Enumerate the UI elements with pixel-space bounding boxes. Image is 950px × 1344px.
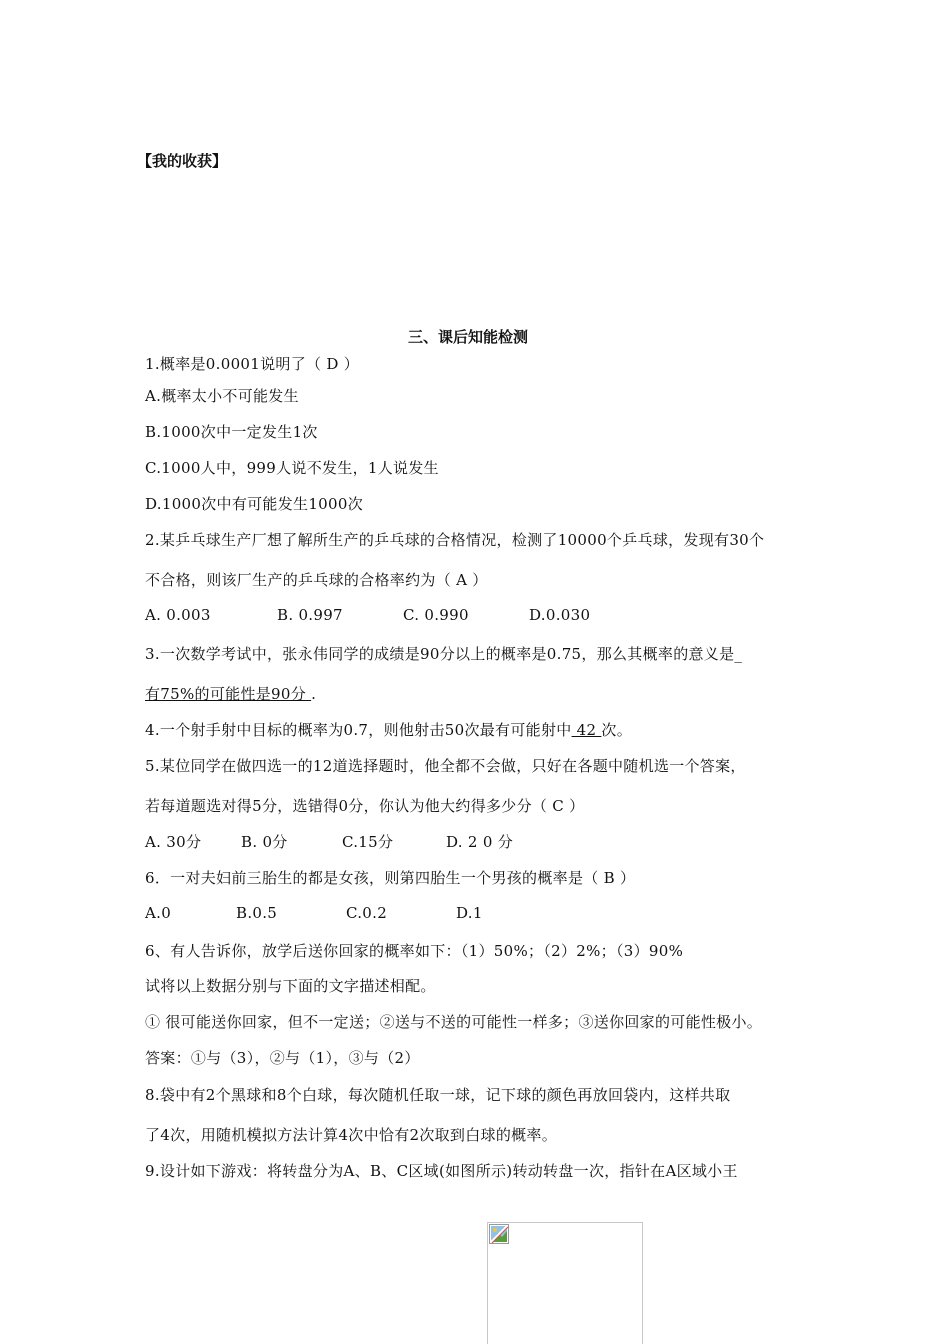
q1-option-a: A.概率太小不可能发生 — [145, 387, 299, 405]
q2-stem-line1: 2.某乒乓球生产厂想了解所生产的乒乓球的合格情况，检测了10000个乒乓球，发现有30个 — [145, 531, 765, 549]
q5-stem-line2: 若每道题选对得5分，选错得0分，你认为他大约得多少分（ C ） — [145, 797, 585, 815]
q6-option-c: C.0.2 — [346, 904, 388, 922]
q1-option-d: D.1000次中有可能发生1000次 — [145, 495, 364, 513]
q8-stem-line1: 8.袋中有2个黑球和8个白球，每次随机任取一球，记下球的颜色再放回袋内，这样共取 — [145, 1086, 731, 1104]
q2-stem-line2: 不合格，则该厂生产的乒乓球的合格率约为（ A ） — [145, 571, 488, 589]
q7-stem-line1: 6、有人告诉你，放学后送你回家的概率如下：（1）50%；（2）2%；（3）90% — [145, 942, 684, 960]
q4-pre: 4.一个射手射中目标的概率为0.7，则他射击50次最有可能射中 — [145, 721, 572, 739]
q3-answer-line — [145, 683, 316, 704]
q2-options — [145, 606, 590, 624]
q4-answer: 42 — [571, 721, 602, 739]
q9-stem-line1: 9.设计如下游戏：将转盘分为A、B、C区域(如图所示)转动转盘一次，指针在A区域小王 — [145, 1162, 738, 1180]
broken-image-icon — [489, 1224, 509, 1244]
q7-stem-line2: 试将以上数据分别与下面的文字描述相配。 — [145, 977, 436, 995]
harvest-heading: 【我的收获】 — [137, 152, 228, 170]
q7-stem-line3: ① 很可能送你回家，但不一定送；②送与不送的可能性一样多；③送你回家的可能性极小。 — [145, 1013, 763, 1031]
q6-stem: 6．一对夫妇前三胎生的都是女孩，则第四胎生一个男孩的概率是（ B ） — [145, 869, 636, 887]
q5-options — [145, 831, 513, 852]
q3-answer: 有75%的可能性是90分 — [145, 685, 312, 703]
q6-option-a: A.0 — [145, 904, 172, 922]
q8-stem-line2: 了4次，用随机模拟方法计算4次中恰有2次取到白球的概率。 — [145, 1126, 558, 1144]
q5-stem-line1: 5.某位同学在做四选一的12道选择题时，他全都不会做，只好在各题中随机选一个答案， — [145, 757, 746, 775]
q3-stem-line1: 3.一次数学考试中，张永伟同学的成绩是90分以上的概率是0.75，那么其概率的意义是_ — [145, 645, 743, 663]
q6-option-d: D.1 — [456, 904, 483, 922]
q6-options — [145, 904, 483, 922]
q1-option-b: B.1000次中一定发生1次 — [145, 423, 318, 441]
section-title: 三、课后知能检测 — [408, 328, 529, 346]
q1-stem: 1.概率是0.0001说明了（ D ） — [145, 355, 360, 373]
q3-end: . — [311, 685, 317, 703]
q5-option-c: C.15分 — [342, 833, 394, 851]
q7-answer: 答案：①与（3），②与（1），③与（2） — [145, 1049, 420, 1067]
q4-post: 次。 — [601, 721, 632, 739]
q5-option-a: A. 30分 — [145, 833, 202, 851]
q2-option-b: B. 0.997 — [277, 606, 343, 624]
q5-option-d: D. 2 0 分 — [446, 833, 514, 851]
q1-option-c: C.1000人中，999人说不发生，1人说发生 — [145, 459, 439, 477]
q4-line — [145, 719, 632, 740]
q2-option-a: A. 0.003 — [145, 606, 211, 624]
spinner-figure-placeholder — [487, 1222, 643, 1344]
q2-option-d: D.0.030 — [529, 606, 591, 624]
q6-option-b: B.0.5 — [236, 904, 278, 922]
q5-option-b: B. 0分 — [241, 833, 288, 851]
q2-option-c: C. 0.990 — [403, 606, 469, 624]
